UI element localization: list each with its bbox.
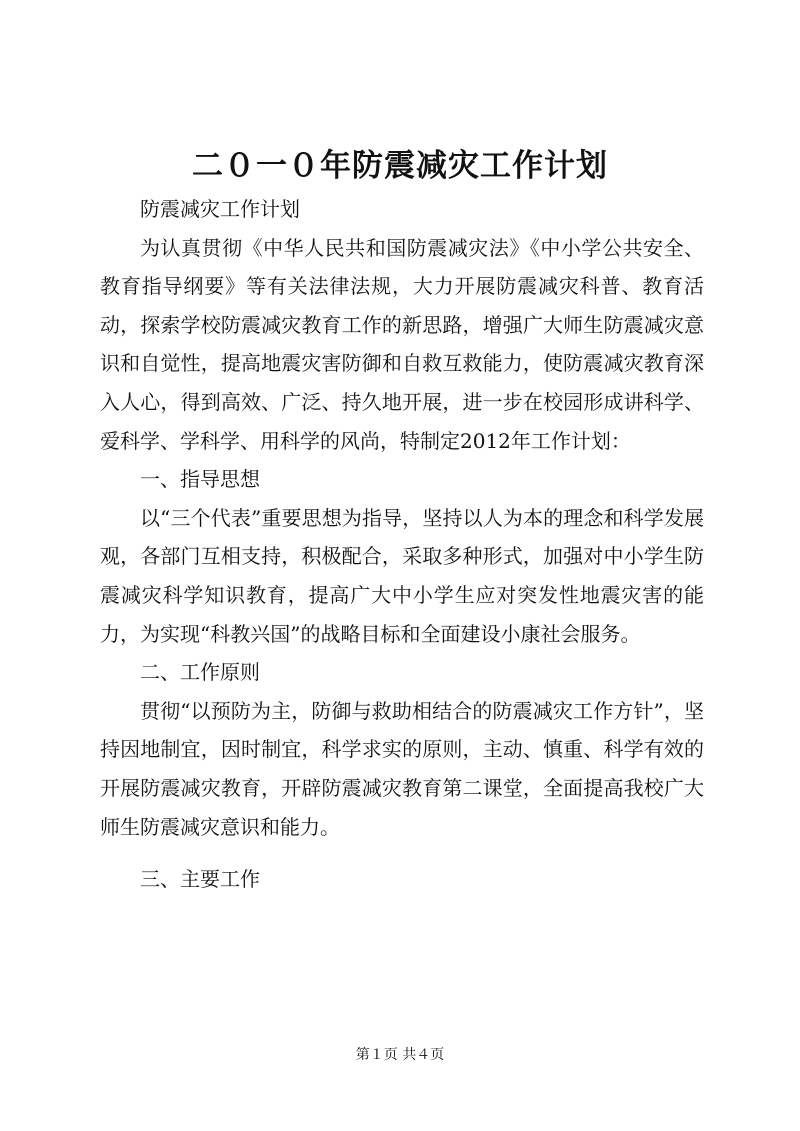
- document-body: [100, 190, 704, 899]
- section-heading-work-principles: 二、工作原则: [140, 660, 260, 685]
- section-spacer: [100, 846, 704, 860]
- intro-paragraph: 为认真贯彻《中华人民共和国防震减灾法》《中小学公共安全、教育指导纲要》等有关法律法规，大力开展防震减灾科普、教育活动，探索学校防震减灾教育工作的新思路，增强广大师生防震减灾意识和自觉性，提高地震灾害防御和自救互救能力，使防震减灾教育深入人心，得到高效、广泛、持久地开展，进一步在校园形成讲科学、爱科学、学科学、用科学的风尚，特制定2012年工作计划：: [100, 235, 704, 453]
- document-title: 二０一０年防震减灾工作计划: [192, 148, 608, 184]
- section-paragraph-work-principles: 贯彻“以预防为主，防御与救助相结合的防震减灾工作方针”，坚持因地制宜，因时制宜，科学求实的原则，主动、慎重、科学有效的开展防震减灾教育，开辟防震减灾教育第二课堂，全面提高我校广大师生防震减灾意识和能力。: [100, 698, 704, 839]
- page-number-footer: 第１页 共４页: [355, 1047, 445, 1063]
- document-subtitle: 防震减灾工作计划: [140, 197, 300, 221]
- section-paragraph-guiding-ideology: 以“三个代表”重要思想为指导，坚持以人为本的理念和科学发展观，各部门互相支持，积极配合，采取多种形式，加强对中小学生防震减灾科学知识教育，提高广大中小学生应对突发性地震灾害的能力，为实现“科教兴国”的战略目标和全面建设小康社会服务。: [100, 505, 704, 646]
- section-heading-main-work: 三、主要工作: [140, 867, 260, 892]
- section-heading-guiding-ideology: 一、指导思想: [140, 467, 260, 492]
